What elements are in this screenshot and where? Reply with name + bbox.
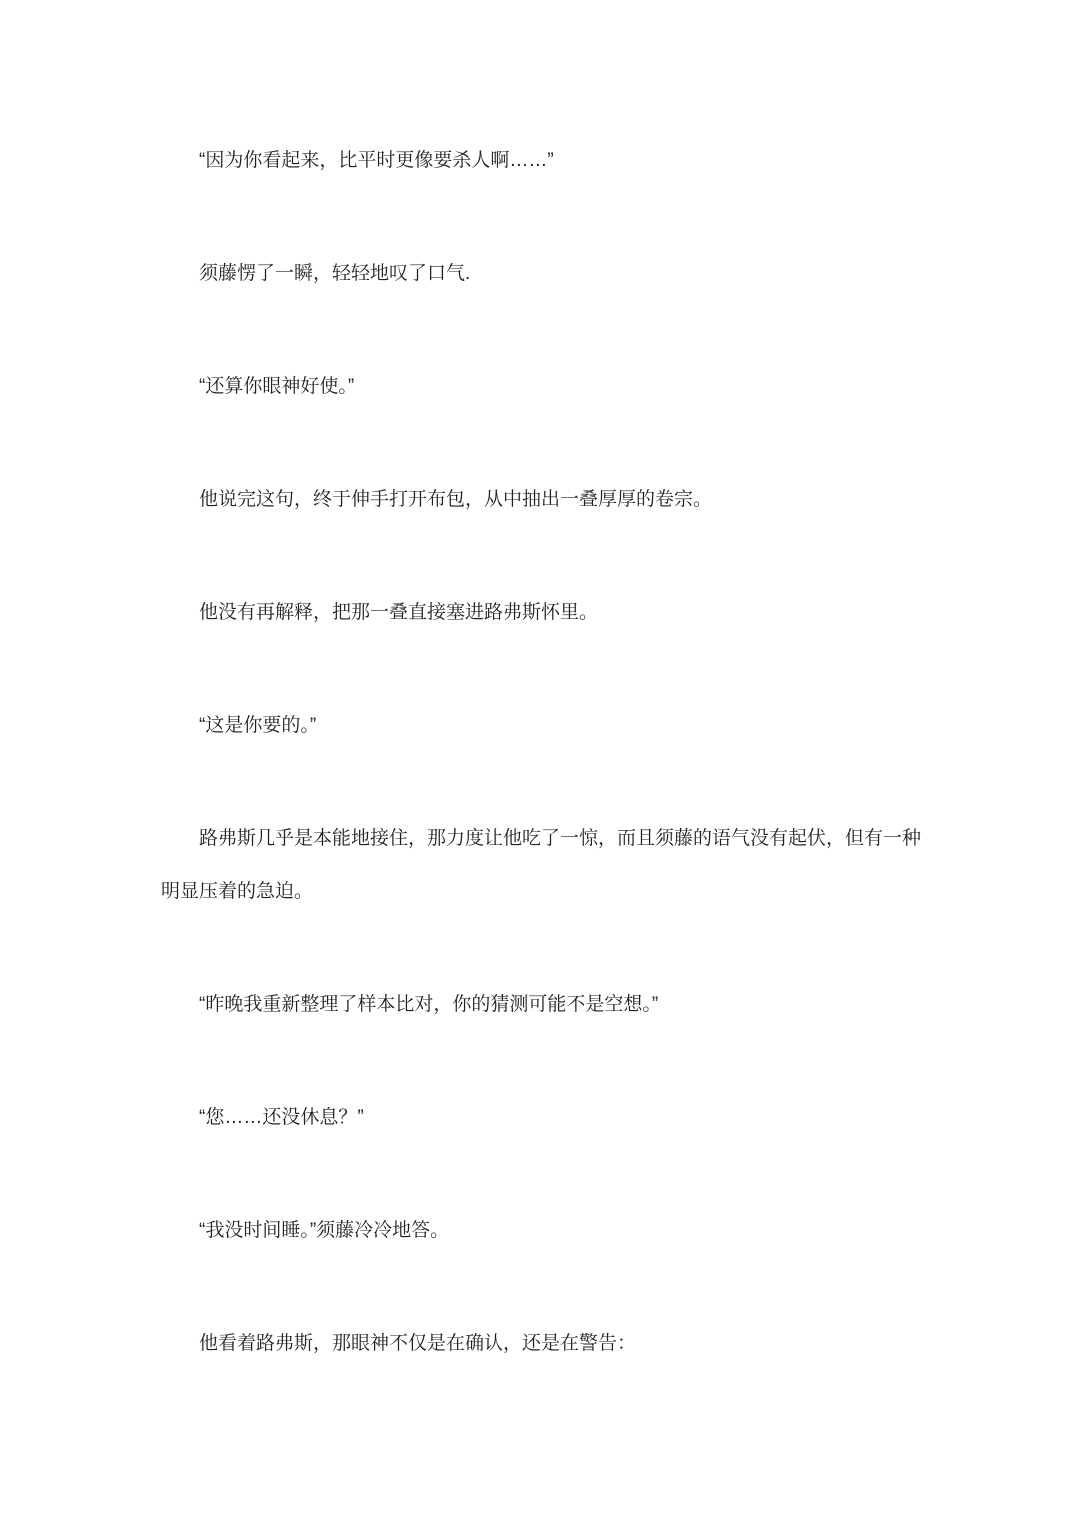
paragraph-text: 他说完这句，终于伸手打开布包，从中抽出一叠厚厚的卷宗。 — [199, 489, 713, 510]
paragraph-5 — [161, 586, 921, 639]
paragraph-3 — [161, 360, 921, 413]
paragraph-4 — [161, 473, 921, 526]
paragraph-6 — [161, 699, 921, 752]
paragraph-10 — [161, 1204, 921, 1257]
paragraph-text-line-1: 路弗斯几乎是本能地接住，那力度让他吃了一惊，而且须藤的语气没有起伏，但有一种 — [199, 828, 922, 849]
paragraph-9 — [161, 1091, 921, 1144]
paragraph-text: 须藤愣了一瞬，轻轻地叹了口气. — [199, 263, 471, 284]
paragraph-text: “这是你要的。” — [199, 715, 317, 736]
paragraph-text: “您……还没休息？” — [199, 1107, 364, 1128]
paragraph-text: “还算你眼神好使。” — [199, 376, 355, 397]
paragraph-1 — [161, 134, 921, 187]
paragraph-text: 他看着路弗斯，那眼神不仅是在确认，还是在警告： — [199, 1333, 637, 1354]
paragraph-text: 他没有再解释，把那一叠直接塞进路弗斯怀里。 — [199, 602, 599, 623]
paragraph-7 — [161, 812, 921, 918]
paragraph-2 — [161, 247, 921, 300]
paragraph-11 — [161, 1317, 921, 1370]
paragraph-text: “昨晚我重新整理了样本比对，你的猜测可能不是空想。” — [199, 994, 659, 1015]
paragraph-text: “我没时间睡。”须藤冷冷地答。 — [199, 1220, 450, 1241]
paragraph-text: “因为你看起来，比平时更像要杀人啊……” — [199, 150, 554, 171]
paragraph-8 — [161, 978, 921, 1031]
paragraph-text-line-2: 明显压着的急迫。 — [161, 881, 314, 902]
